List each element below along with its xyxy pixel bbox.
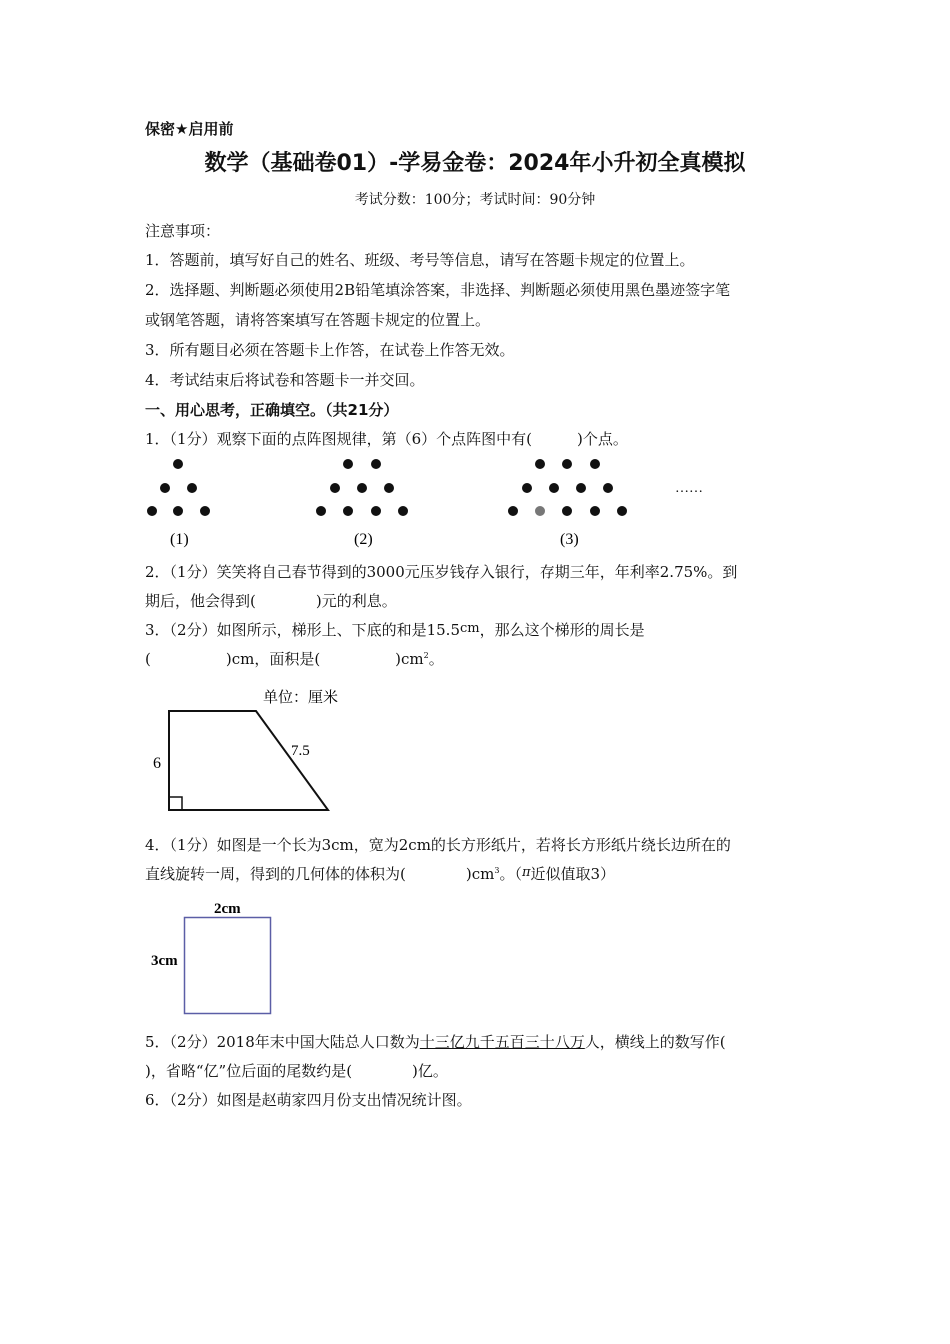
question-3-line-1: 3．（2分）如图所示，梯形上、下底的和是15.5cm，那么这个梯形的周长是: [145, 621, 645, 639]
rectangle-shape: [185, 918, 271, 1014]
question-5-line-1: 5．（2分）2018年末中国大陆总人口数为十三亿九千五百三十八万人，横线上的数写作(: [145, 1033, 726, 1051]
confidential-label: 保密★启用前: [145, 120, 234, 138]
note-item: 3．所有题目必须在答题卡上作答，在试卷上作答无效。: [145, 341, 515, 359]
note-item: 或钢笔答题，请将答案填写在答题卡规定的位置上。: [145, 311, 491, 329]
dot-pattern-2: [316, 459, 408, 516]
trapezoid-figure: [145, 680, 385, 820]
question-4-line-2: 直线旋转一周，得到的几何体的体积为( )$cm^3$。（π近似值取3）: [145, 865, 616, 883]
rectangle-figure: [145, 896, 285, 1020]
question-3-line-2: ( )cm，面积是( )$cm^2$。: [145, 650, 444, 668]
note-item: 1．答题前，填写好自己的姓名、班级、考号等信息，请写在答题卡规定的位置上。: [145, 251, 695, 269]
height-label: 6: [153, 755, 161, 772]
question-1: 1．（1分）观察下面的点阵图规律，第（6）个点阵图中有( )个点。: [145, 430, 628, 448]
section-heading: 一、用心思考，正确填空。（共21分）: [145, 401, 399, 419]
question-6: 6．（2分）如图是赵萌家四月份支出情况统计图。: [145, 1091, 472, 1109]
dot-pattern-figure: [140, 452, 740, 552]
exam-title: 数学（基础卷01）-学易金卷：2024年小升初全真模拟: [204, 151, 746, 176]
dot-pattern-1: [147, 459, 210, 516]
pattern-label-1: (1): [170, 531, 189, 548]
exam-subtitle: 考试分数：100分；考试时间：90分钟: [354, 192, 596, 208]
width-label: 2cm: [214, 901, 241, 917]
unit-label: 单位：厘米: [263, 688, 339, 706]
right-angle-mark: [169, 797, 182, 810]
question-2-line-1: 2．（1分）笑笑将自己春节得到的3000元压岁钱存入银行，存期三年，年利率2.75%。到: [145, 563, 738, 581]
pattern-label-3: (3): [560, 531, 579, 548]
question-4-line-1: 4．（1分）如图是一个长为3cm，宽为2cm的长方形纸片，若将长方形纸片绕长边所在的: [145, 836, 731, 854]
pattern-label-2: (2): [354, 531, 373, 548]
slant-label: 7.5: [291, 743, 310, 759]
notes-heading: 注意事项：: [145, 222, 221, 240]
note-item: 2．选择题、判断题必须使用2B铅笔填涂答案，非选择、判断题必须使用黑色墨迹签字笔: [145, 281, 731, 299]
dot-pattern-3: [508, 459, 627, 516]
note-item: 4．考试结束后将试卷和答题卡一并交回。: [145, 371, 425, 389]
length-label: 3cm: [151, 953, 178, 969]
pattern-ellipsis: ……: [675, 481, 703, 496]
question-5-line-2: )，省略“亿”位后面的尾数约是( )亿。: [145, 1062, 448, 1080]
trapezoid-shape: [169, 711, 328, 810]
question-2-line-2: 期后，他会得到( )元的利息。: [145, 592, 397, 610]
